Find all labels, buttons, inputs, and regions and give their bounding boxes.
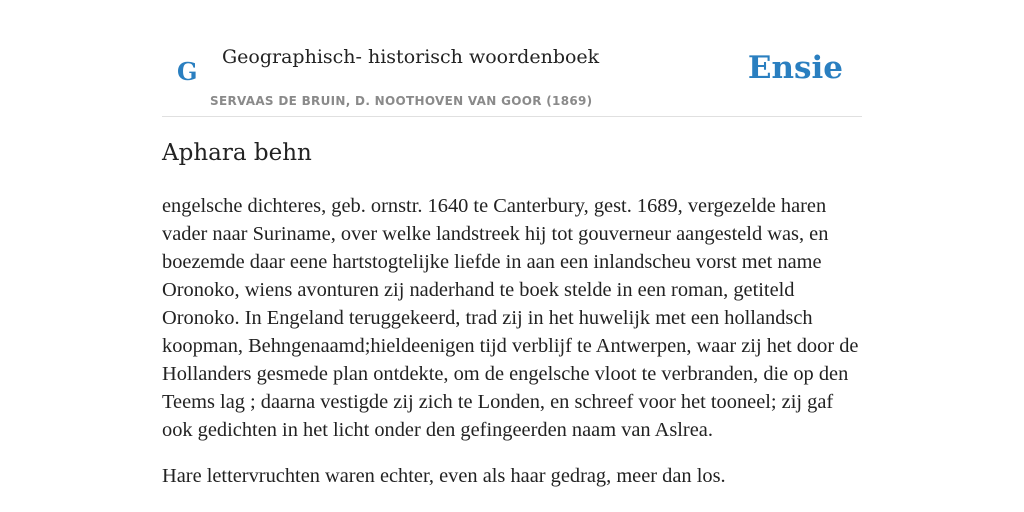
entry-paragraph: Hare lettervruchten waren echter, even als haar gedrag, meer dan los. xyxy=(162,465,726,487)
book-logo[interactable]: G xyxy=(177,57,198,86)
book-authors: SERVAAS DE BRUIN, D. NOOTHOVEN VAN GOOR (1869) xyxy=(210,94,593,108)
entry-title: Aphara behn xyxy=(162,140,312,166)
brand-logo[interactable]: Ensie xyxy=(747,50,843,86)
book-title[interactable]: Geographisch- historisch woordenboek xyxy=(222,46,600,68)
page xyxy=(162,0,862,487)
entry-body xyxy=(162,192,862,508)
entry-paragraph: engelsche dichteres, geb. ornstr. 1640 te Canterbury, gest. 1689, vergezelde haren vader naar Suriname, over welke landstreek hij tot gouverneur aangesteld was, en boezemde daar eene hartstogtelijke liefde in aan een inlandscheu vorst met name Oronoko, wiens avonturen zij naderhand te boek stelde in een roman, getiteld Oronoko. In Engeland teruggekeerd, trad zij in het huwelijk met een hollandsch koopman, Behngenaamd;hieldeenigen tijd verblijf te Antwerpen, waar zij het door de Hollanders gesmede plan ontdekte, om de engelsche vloot te verbranden, die op den Teems lag ; daarna vestigde zij zich te Londen, en schreef voor het tooneel; zij gaf ook gedichten in het licht onder den gefingeerden naam van Aslrea. xyxy=(162,195,859,441)
header xyxy=(162,0,862,117)
